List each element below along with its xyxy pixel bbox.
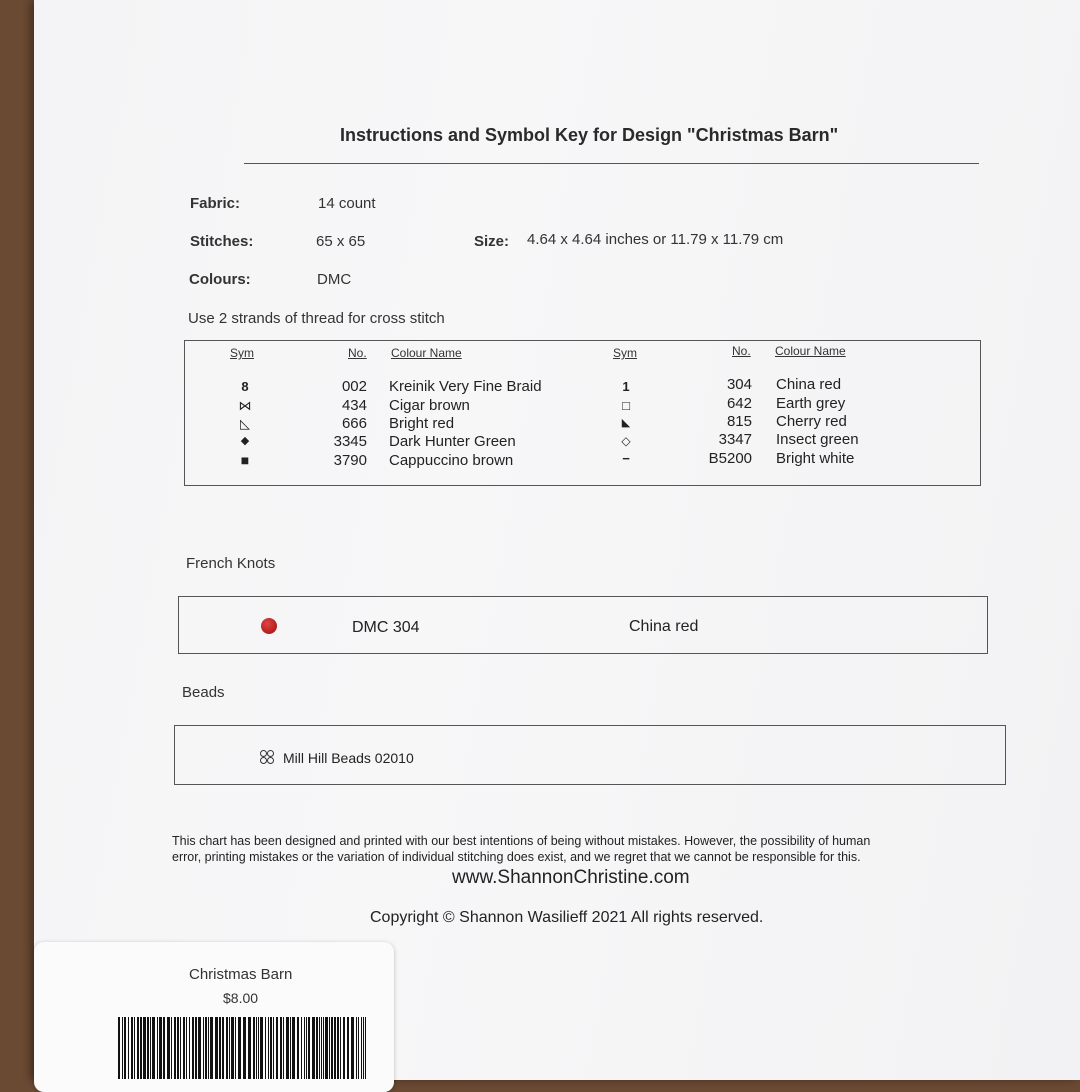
colour-name: Dark Hunter Green xyxy=(389,433,516,450)
dmc-number: B5200 xyxy=(708,450,752,467)
col-header-no-right: No. xyxy=(732,344,751,358)
dmc-number: 642 xyxy=(726,395,752,412)
beads-box xyxy=(174,725,1006,785)
colour-name: Cigar brown xyxy=(389,397,470,414)
strands-note: Use 2 strands of thread for cross stitch xyxy=(188,310,445,327)
price-sticker xyxy=(34,942,394,1092)
symbol-glyph: 8 xyxy=(241,379,249,394)
dmc-number: 304 xyxy=(726,376,752,393)
dmc-number: 002 xyxy=(341,378,367,395)
fabric-value: 14 count xyxy=(318,195,376,212)
page-title: Instructions and Symbol Key for Design "Christmas Barn" xyxy=(340,125,839,145)
symbol-glyph: − xyxy=(622,451,630,466)
dmc-number: 434 xyxy=(341,397,367,414)
disclaimer-line-2: error, printing mistakes or the variation of individual stitching does exist, and we regret that we cannot be responsible for this. xyxy=(172,850,861,864)
sticker-product-name: Christmas Barn xyxy=(189,966,293,983)
col-header-colour-name: Colour Name xyxy=(391,346,462,360)
symbol-glyph: □ xyxy=(622,398,630,413)
french-knots-box xyxy=(178,596,988,654)
symbol-glyph: ◣ xyxy=(621,417,631,429)
bead-item: Mill Hill Beads 02010 xyxy=(283,750,414,766)
dmc-number: 666 xyxy=(341,415,367,432)
symbol-glyph: ◺ xyxy=(240,416,250,431)
pattern-instruction-sheet xyxy=(34,0,1080,1080)
symbol-glyph: ◇ xyxy=(621,434,631,448)
col-header-no: No. xyxy=(348,346,367,360)
title-divider xyxy=(244,163,979,164)
knot-dot-icon xyxy=(261,618,277,634)
dmc-number: 3790 xyxy=(333,452,367,469)
colour-name: Bright white xyxy=(776,450,855,467)
colour-name: Insect green xyxy=(776,431,859,448)
colour-name: Cappuccino brown xyxy=(389,452,514,469)
colour-name: China red xyxy=(776,376,842,393)
symbol-glyph: ◆ xyxy=(240,435,250,447)
col-header-colour-name-right: Colour Name xyxy=(775,344,846,358)
symbol-glyph: 1 xyxy=(622,379,630,394)
colour-name: Kreinik Very Fine Braid xyxy=(389,378,542,395)
sticker-price: $8.00 xyxy=(223,990,259,1006)
symbol-key-table xyxy=(184,340,981,486)
disclaimer-line-1: This chart has been designed and printed with our best intentions of being without mistakes. However, the possibility of human xyxy=(172,834,871,848)
fabric-label: Fabric: xyxy=(190,195,241,212)
knot-dmc-code: DMC 304 xyxy=(352,619,420,636)
stitches-label: Stitches: xyxy=(190,233,254,250)
stitches-value: 65 x 65 xyxy=(316,233,366,250)
colour-name: Earth grey xyxy=(776,395,846,412)
website-link[interactable]: www.ShannonChristine.com xyxy=(452,867,690,888)
size-value: 4.64 x 4.64 inches or 11.79 x 11.79 cm xyxy=(527,231,784,248)
size-label: Size: xyxy=(474,233,510,250)
colour-name: Cherry red xyxy=(776,413,847,430)
colour-name: Bright red xyxy=(389,415,455,432)
symbol-glyph: ⋈ xyxy=(238,398,252,413)
col-header-sym-right: Sym xyxy=(613,346,637,360)
copyright-notice: Copyright © Shannon Wasilieff 2021 All rights reserved. xyxy=(370,909,764,926)
barcode-graphic xyxy=(118,1017,366,1079)
knot-colour-name: China red xyxy=(629,618,699,635)
colours-label: Colours: xyxy=(189,271,251,288)
symbol-glyph: ■ xyxy=(240,452,250,468)
french-knots-heading: French Knots xyxy=(186,555,276,572)
dmc-number: 3347 xyxy=(718,431,752,448)
dmc-number: 3345 xyxy=(333,433,367,450)
colours-value: DMC xyxy=(317,271,352,288)
beads-heading: Beads xyxy=(182,684,225,701)
bead-icon xyxy=(260,750,274,764)
col-header-sym: Sym xyxy=(230,346,254,360)
dmc-number: 815 xyxy=(726,413,752,430)
